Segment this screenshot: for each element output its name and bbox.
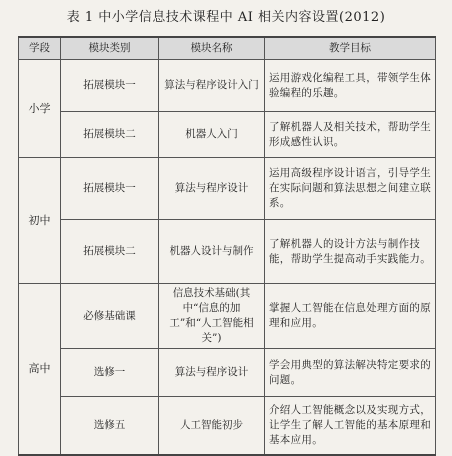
category-cell: 拓展模块二 [61,112,159,158]
header-stage: 学段 [19,37,61,60]
category-cell: 拓展模块二 [61,220,159,284]
goal-cell: 运用高级程序设计语言，引导学生在实际问题和算法思想之间建立联系。 [265,158,436,220]
table-row [19,112,436,158]
goal-cell: 了解机器人的设计方法与制作技能，帮助学生提高动手实践能力。 [265,220,436,284]
category-cell: 选修五 [61,397,159,455]
module-name-cell: 人工智能初步 [159,397,265,455]
category-cell: 拓展模块一 [61,60,159,112]
module-name-cell: 算法与程序设计 [159,158,265,220]
table-row [19,220,436,284]
stage-cell: 初中 [19,158,61,284]
table-row [19,284,436,349]
goal-cell: 介绍人工智能概念以及实现方式，让学生了解人工智能的基本原理和基本应用。 [265,397,436,455]
table-row [19,349,436,397]
module-name-cell: 信息技术基础(其中“信息的加工”和“人工智能相关”) [159,284,265,349]
module-name-cell: 机器人设计与制作 [159,220,265,284]
stage-cell: 小学 [19,60,61,158]
table-row [19,397,436,455]
module-name-cell: 算法与程序设计入门 [159,60,265,112]
stage-cell: 高中 [19,284,61,455]
curriculum-table [18,36,436,456]
category-cell: 拓展模块一 [61,158,159,220]
module-name-cell: 算法与程序设计 [159,349,265,397]
goal-cell: 了解机器人及相关技术，帮助学生形成感性认识。 [265,112,436,158]
category-cell: 必修基础课 [61,284,159,349]
goal-cell: 运用游戏化编程工具，带领学生体验编程的乐趣。 [265,60,436,112]
header-row [19,37,436,60]
header-category: 模块类别 [61,37,159,60]
goal-cell: 掌握人工智能在信息处理方面的原理和应用。 [265,284,436,349]
table-row [19,60,436,112]
header-module-name: 模块名称 [159,37,265,60]
table-title: 表 1 中小学信息技术课程中 AI 相关内容设置(2012) [66,10,386,25]
goal-cell: 学会用典型的算法解决特定要求的问题。 [265,349,436,397]
category-cell: 选修一 [61,349,159,397]
module-name-cell: 机器人入门 [159,112,265,158]
header-goal: 教学目标 [265,37,436,60]
table-row [19,158,436,220]
